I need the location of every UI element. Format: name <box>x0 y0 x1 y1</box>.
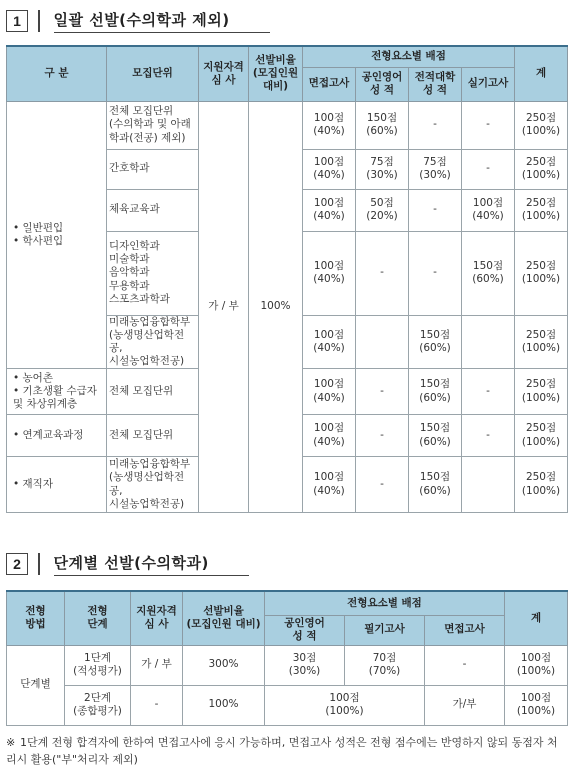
eligibility-cell: 가 / 부 <box>131 645 183 685</box>
english-cell: 50점 (20%) <box>356 189 409 231</box>
table-row <box>7 101 568 149</box>
ratio-cell: 100% <box>249 101 303 513</box>
interview-cell: - <box>425 645 505 685</box>
hdr-english: 공인영어 성 적 <box>356 67 409 101</box>
total-cell: 100점 (100%) <box>505 685 568 725</box>
total-cell: 250점 (100%) <box>515 415 568 457</box>
interview-cell: 100점 (40%) <box>303 101 356 149</box>
ratio-cell: 300% <box>183 645 265 685</box>
practical-cell: - <box>462 369 515 415</box>
transcript-cell: 150점 (60%) <box>409 369 462 415</box>
total-cell: 100점 (100%) <box>505 645 568 685</box>
transcript-cell: 75점 (30%) <box>409 149 462 189</box>
hdr-eligibility: 지원자격 심 사 <box>199 46 249 101</box>
footnote <box>6 734 566 768</box>
category-cell: • 연계교육과정 <box>7 415 107 457</box>
unit-cell: 디자인학과 미술학과 음악학과 무용학과 스포츠과학과 <box>107 231 199 315</box>
hdr-practical: 실기고사 <box>462 67 515 101</box>
practical-cell: - <box>462 149 515 189</box>
hdr2-eligibility: 지원자격 심 사 <box>131 591 183 645</box>
stage-cell: 1단계 (적성평가) <box>65 645 131 685</box>
combined-score-cell: 100점 (100%) <box>265 685 425 725</box>
english-cell: - <box>356 231 409 315</box>
footnote-text: 1단계 전형 합격자에 한하여 면접고사에 응시 가능하며, 면접고사 성적은 전형 점수에는 반영하지 않되 동점자 처리시 활용("부"처리자 제외) <box>6 736 558 766</box>
table-row <box>7 645 568 685</box>
hdr2-method: 전형 방법 <box>7 591 65 645</box>
english-cell <box>356 315 409 369</box>
total-cell: 250점 (100%) <box>515 231 568 315</box>
total-cell: 250점 (100%) <box>515 101 568 149</box>
unit-cell: 체육교육과 <box>107 189 199 231</box>
interview-cell: 100점 (40%) <box>303 315 356 369</box>
eligibility-cell: - <box>131 685 183 725</box>
interview-cell: 100점 (40%) <box>303 231 356 315</box>
category-cell: • 재직자 <box>7 457 107 513</box>
interview-cell: 100점 (40%) <box>303 415 356 457</box>
interview-cell: 100점 (40%) <box>303 189 356 231</box>
interview-cell: 가/부 <box>425 685 505 725</box>
hdr-unit: 모집단위 <box>107 46 199 101</box>
transcript-cell: - <box>409 231 462 315</box>
section2-number: 2 <box>6 553 28 575</box>
english-cell: - <box>356 369 409 415</box>
english-cell: - <box>356 415 409 457</box>
section2-table <box>6 590 568 726</box>
category-cell: • 일반편입 • 학사편입 <box>7 101 107 369</box>
section2-divider <box>38 553 40 575</box>
interview-cell: 100점 (40%) <box>303 457 356 513</box>
english-cell: 75점 (30%) <box>356 149 409 189</box>
hdr2-english: 공인영어 성 적 <box>265 615 345 645</box>
unit-cell: 미래농업융합학부 (농생명산업학전공, 시설농업학전공) <box>107 315 199 369</box>
written-cell: 70점 (70%) <box>345 645 425 685</box>
unit-cell: 미래농업융합학부 (농생명산업학전공, 시설농업학전공) <box>107 457 199 513</box>
section2-title: 단계별 선발(수의학과) <box>54 552 249 576</box>
ratio-cell: 100% <box>183 685 265 725</box>
stage-cell: 2단계 (종합평가) <box>65 685 131 725</box>
reference-mark: ※ <box>6 736 16 749</box>
practical-cell: - <box>462 415 515 457</box>
practical-cell: 100점 (40%) <box>462 189 515 231</box>
hdr2-written: 필기고사 <box>345 615 425 645</box>
hdr2-total: 계 <box>505 591 568 645</box>
hdr2-ratio: 선발비율 (모집인원 대비) <box>183 591 265 645</box>
interview-cell: 100점 (40%) <box>303 369 356 415</box>
unit-cell: 전체 모집단위 <box>107 415 199 457</box>
practical-cell <box>462 315 515 369</box>
section1-number: 1 <box>6 10 28 32</box>
transcript-cell: - <box>409 101 462 149</box>
transcript-cell: 150점 (60%) <box>409 415 462 457</box>
hdr-ratio: 선발비율 (모집인원 대비) <box>249 46 303 101</box>
total-cell: 250점 (100%) <box>515 457 568 513</box>
table-row <box>7 685 568 725</box>
section1-header <box>6 8 270 34</box>
hdr-category: 구 분 <box>7 46 107 101</box>
practical-cell <box>462 457 515 513</box>
total-cell: 250점 (100%) <box>515 369 568 415</box>
practical-cell: 150점 (60%) <box>462 231 515 315</box>
total-cell: 250점 (100%) <box>515 149 568 189</box>
category-cell: • 농어촌 • 기초생활 수급자 및 차상위계층 <box>7 369 107 415</box>
hdr-elements: 전형요소별 배점 <box>303 46 515 67</box>
hdr2-interview: 면접고사 <box>425 615 505 645</box>
hdr2-stage: 전형 단계 <box>65 591 131 645</box>
total-cell: 250점 (100%) <box>515 315 568 369</box>
method-cell: 단계별 <box>7 645 65 725</box>
hdr-transcript: 전적대학 성 적 <box>409 67 462 101</box>
section2-header <box>6 551 249 577</box>
unit-cell: 전체 모집단위 <box>107 369 199 415</box>
transcript-cell: 150점 (60%) <box>409 457 462 513</box>
transcript-cell: 150점 (60%) <box>409 315 462 369</box>
english-cell: 30점 (30%) <box>265 645 345 685</box>
unit-cell: 전체 모집단위 (수의학과 및 아래 학과(전공) 제외) <box>107 101 199 149</box>
english-cell: - <box>356 457 409 513</box>
hdr-total: 계 <box>515 46 568 101</box>
total-cell: 250점 (100%) <box>515 189 568 231</box>
section1-table <box>6 45 568 513</box>
hdr-interview: 면접고사 <box>303 67 356 101</box>
section1-divider <box>38 10 40 32</box>
unit-cell: 간호학과 <box>107 149 199 189</box>
english-cell: 150점 (60%) <box>356 101 409 149</box>
practical-cell: - <box>462 101 515 149</box>
transcript-cell: - <box>409 189 462 231</box>
eligibility-cell: 가 / 부 <box>199 101 249 513</box>
hdr2-elements: 전형요소별 배점 <box>265 591 505 615</box>
section1-title: 일괄 선발(수의학과 제외) <box>54 9 270 33</box>
interview-cell: 100점 (40%) <box>303 149 356 189</box>
